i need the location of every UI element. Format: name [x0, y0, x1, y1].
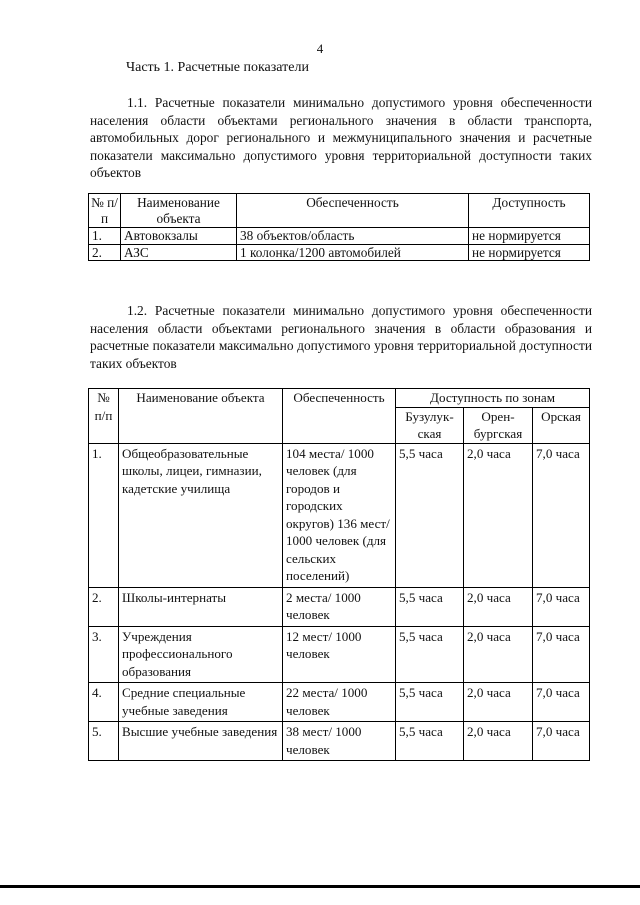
- row-num: 1.: [89, 228, 121, 245]
- bottom-rule: [0, 885, 640, 888]
- section-2-paragraph: 1.2. Расчетные показатели минимально допустимого уровня обеспеченности населения области объектами регионального значения в области образования и расчетные показатели максимально допустимого уровня территориальной доступности таких объектов: [90, 303, 592, 371]
- row-zone3: 7,0 часа: [533, 587, 590, 626]
- table-row: [89, 626, 590, 683]
- header-num: № п/п: [89, 389, 119, 444]
- row-zone3: 7,0 часа: [533, 683, 590, 722]
- table-row: [89, 683, 590, 722]
- header-zone-buzuluk: Бузулук- ская: [396, 407, 464, 443]
- row-provision: 38 мест/ 1000 человек: [283, 722, 396, 761]
- row-num: 2.: [89, 244, 121, 261]
- row-provision: 12 мест/ 1000 человек: [283, 626, 396, 683]
- header-access-group: Доступность по зонам: [396, 389, 590, 408]
- header-num: № п/п: [89, 194, 121, 228]
- row-zone2: 2,0 часа: [464, 683, 533, 722]
- row-num: 3.: [89, 626, 119, 683]
- section-1-paragraph: 1.1. Расчетные показатели минимально допустимого уровня обеспеченности населения области объектами регионального значения в области транспорта, автомобильных дорог регионального и межмуниципального значения и расчетные показатели максимально допустимого уровня территориальной доступности таких объектов: [90, 95, 592, 181]
- table-row: [89, 722, 590, 761]
- header-zone-orenburg: Орен- бургская: [464, 407, 533, 443]
- row-zone1: 5,5 часа: [396, 587, 464, 626]
- row-name: Высшие учебные заведения: [119, 722, 283, 761]
- row-zone1: 5,5 часа: [396, 443, 464, 587]
- header-name: Наименование объекта: [121, 194, 237, 228]
- row-name: АЗС: [121, 244, 237, 261]
- row-name: Автовокзалы: [121, 228, 237, 245]
- transport-table: [88, 193, 590, 261]
- row-provision: 38 объектов/область: [237, 228, 469, 245]
- education-table: [88, 388, 590, 761]
- header-provision: Обеспеченность: [237, 194, 469, 228]
- row-name: Средние специальные учебные заведения: [119, 683, 283, 722]
- row-name: Общеобразовательные школы, лицеи, гимназии, кадетские училища: [119, 443, 283, 587]
- table-header-row: [89, 389, 590, 408]
- row-provision: 1 колонка/1200 автомобилей: [237, 244, 469, 261]
- row-zone3: 7,0 часа: [533, 443, 590, 587]
- row-access: не нормируется: [469, 244, 590, 261]
- row-provision: 22 места/ 1000 человек: [283, 683, 396, 722]
- row-num: 5.: [89, 722, 119, 761]
- table-row: [89, 443, 590, 587]
- part-title: Часть 1. Расчетные показатели: [126, 60, 309, 75]
- row-provision: 2 места/ 1000 человек: [283, 587, 396, 626]
- row-zone1: 5,5 часа: [396, 626, 464, 683]
- row-zone3: 7,0 часа: [533, 722, 590, 761]
- row-num: 1.: [89, 443, 119, 587]
- row-zone2: 2,0 часа: [464, 587, 533, 626]
- table-row: [89, 244, 590, 261]
- row-zone1: 5,5 часа: [396, 683, 464, 722]
- header-name: Наименование объекта: [119, 389, 283, 444]
- row-name: Школы-интернаты: [119, 587, 283, 626]
- row-access: не нормируется: [469, 228, 590, 245]
- row-zone3: 7,0 часа: [533, 626, 590, 683]
- row-name: Учреждения профессионального образования: [119, 626, 283, 683]
- table-row: [89, 228, 590, 245]
- row-zone1: 5,5 часа: [396, 722, 464, 761]
- page-number: 4: [316, 41, 324, 56]
- row-zone2: 2,0 часа: [464, 443, 533, 587]
- header-access: Доступность: [469, 194, 590, 228]
- header-provision: Обеспеченность: [283, 389, 396, 444]
- header-zone-orsk: Орская: [533, 407, 590, 443]
- row-zone2: 2,0 часа: [464, 626, 533, 683]
- row-provision: 104 места/ 1000 человек (для городов и городских округов) 136 мест/ 1000 человек (для сельских поселений): [283, 443, 396, 587]
- row-num: 2.: [89, 587, 119, 626]
- row-zone2: 2,0 часа: [464, 722, 533, 761]
- table-header-row: [89, 194, 590, 228]
- row-num: 4.: [89, 683, 119, 722]
- table-row: [89, 587, 590, 626]
